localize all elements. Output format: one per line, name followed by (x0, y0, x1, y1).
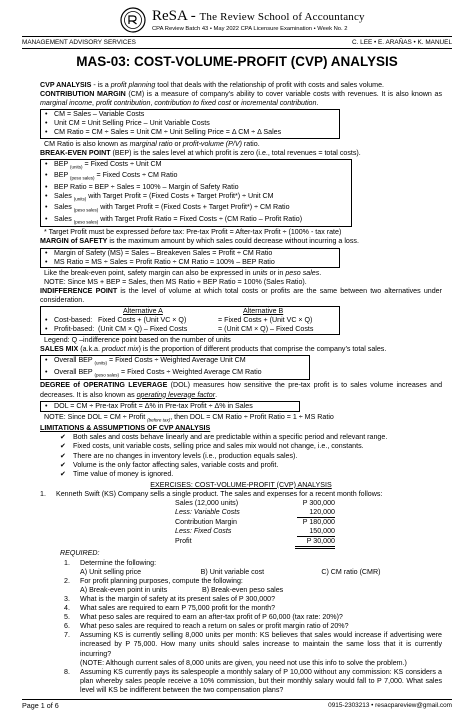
required-part-note: (NOTE: Although current sales of 8,000 units are given, you need not use this info to solve the problem.) (80, 658, 407, 667)
statement-row: Less: Fixed Costs 150,000 (175, 527, 335, 537)
list-item: ✔ Volume is the only factor affecting sales, variable costs and profit. (60, 460, 279, 469)
checkmark-icon: ✔ (60, 433, 66, 442)
list-item: ✔ Fixed costs, unit variable costs, selling price and sales mix would not change, i.e., constants. (60, 442, 364, 451)
page-header (22, 6, 462, 52)
exercises-title: EXERCISES: COST-VOLUME-PROFIT (CVP) ANALYSIS (150, 480, 332, 489)
indifference-legend: Legend: Q –indifference point based on the number of units (44, 336, 231, 345)
required-part: 4. What sales are required to earn P 75,000 profit for the month? (64, 604, 276, 613)
required-part: 1. Determine the following: (64, 558, 157, 567)
checkmark-icon: ✔ (60, 451, 66, 460)
required-part: 7. Assuming KS is currently selling 8,000 units per month: KS believes that sales would increase if advertising were increased by P 75,000. How many units should sales increase to maintain the same loss that it is currently incurring? (64, 631, 442, 658)
sales-mix-definition: SALES MIX (a.k.a. product mix) is the proportion of different products that comprise the company’s total sales. (40, 345, 387, 354)
required-label: REQUIRED: (60, 549, 100, 558)
document-title: MAS-03: COST-VOLUME-PROFIT (CVP) ANALYSIS (76, 54, 398, 69)
required-part: 2. For profit planning purposes, compute the following: (64, 576, 243, 585)
mos-formula-box: • Margin of Safety (MS) = Sales – Breakeven Sales = Profit ÷ CM Ratio • MS Ratio = MS ÷ Sales = Profit Ratio ÷ CM Ratio = 100% – BEP Ratio (40, 248, 340, 268)
exercise-question-1: 1. Kenneth Swift (KS) Company sells a single product. The sales and expenses for a recent month follows: (40, 489, 383, 498)
required-part: 6. What peso sales are required to reach a return on sales or profit margin ratio of 20%? (64, 622, 349, 631)
mos-units-note: Like the break-even point, safety margin can also be expressed in units or in peso sales. (44, 268, 322, 277)
required-part: 5. What peso sales are required to earn an after-tax profit of P 60,000 (tax rate: 20%)? (64, 613, 343, 622)
list-item: ✔ There are no changes in inventory levels (i.e., production equals sales). (60, 451, 298, 460)
contact-info: 0915-2303213 • resacpareview@gmail.com (328, 702, 452, 709)
required-part: 8. Assuming KS currently pays its salespeople a monthly salary of P 10,000 without any commission: KS considers a plan whereby sales people receive a 10% commission, but their monthly salary would fall to P 7,000. What sales level will KS be indifferent between the two compensation plans? (64, 667, 442, 694)
document-body (40, 81, 442, 695)
cm-ratio-note: CM Ratio is also known as marginal ratio or profit-volume (P/V) ratio. (44, 139, 260, 148)
limitations-heading: LIMITATIONS & ASSUMPTIONS OF CVP ANALYSIS (40, 424, 211, 433)
part-1-options: A) Unit selling price B) Unit variable cost C) CM ratio (CMR) (80, 567, 381, 576)
cm-formula-box: • CM = Sales – Variable Costs • Unit CM = Unit Selling Price – Unit Variable Costs • CM Ratio = CM ÷ Sales = Unit CM ÷ Unit Selling Price = Δ CM ÷ Δ Sales (40, 109, 340, 138)
required-parts (40, 559, 442, 695)
authors-label: C. LEE • E. ARAÑAS • K. MANUEL (351, 39, 452, 46)
income-statement (175, 499, 335, 549)
statement-row: Contribution Margin P 180,000 (175, 518, 335, 527)
sales-mix-formula-box: • Overall BEP $_{(units)}$ = Fixed Costs ÷ Weighted Average Unit CM • Overall BEP $_{(peso sales)}$ = Fixed Costs ÷ Weighted Average CM Ratio (40, 355, 310, 380)
target-profit-footnote: * Target Profit must be expressed before tax: Pre-tax Profit = After-tax Profit ÷ (100% - tax rate) (44, 228, 342, 237)
cvp-definition: CVP ANALYSIS - is a profit planning tool that deals with the relationship of profit with costs and sales volume. (40, 81, 384, 89)
list-item: ✔ Both sales and costs behave linearly and are predictable within a specific period and relevant range. (60, 433, 388, 442)
department-label: MANAGEMENT ADVISORY SERVICES (22, 39, 136, 46)
header-divider (22, 36, 452, 37)
resa-logo-icon (120, 7, 146, 33)
dol-definition: DEGREE of OPERATING LEVERAGE (DOL) measures how sensitive the pre-tax profit is to sales volume increases and decreases. It is also known as operating leverage factor. (40, 381, 443, 399)
statement-row: Less: Variable Costs 120,000 (175, 508, 335, 518)
org-name: ReSA - The Review School of Accountancy (152, 8, 365, 24)
dol-note: NOTE: Since DOL = CM ÷ Profit $_{(before tax)}$, then DOL = CM Ratio ÷ Profit Ratio = 1 ÷ MS Ratio (44, 412, 334, 423)
checkmark-icon: ✔ (60, 442, 66, 451)
required-part: 3. What is the margin of safety at its present sales of P 300,000? (64, 594, 276, 603)
checkmark-icon: ✔ (60, 469, 66, 478)
indifference-formula-box: Alternative A Alternative B • Cost-based: Fixed Costs + (Unit VC × Q) = Fixed Costs + (Unit VC × Q) • Profit-based: (Unit CM × Q) – Fixed Costs = (Unit CM × Q) – Fixed Costs (40, 306, 340, 335)
mos-bep-note: NOTE: Since MS + BEP = Sales, then MS Ratio + BEP Ratio = 100% (Sales Ratio). (44, 277, 307, 286)
indifference-definition: INDIFFERENCE POINT is the level of volume at which total costs or profits are the same between two alternatives under consideration. (40, 286, 442, 304)
statement-row: Profit P 30,000 (175, 537, 335, 549)
batch-subline: CPA Review Batch 43 • May 2022 CPA Licensure Examination • Week No. 2 (152, 26, 348, 32)
bep-formula-box: • BEP $_{(units)}$ = Fixed Costs ÷ Unit CM • BEP $_{(peso sales)}$ = Fixed Costs ÷ CM Ratio • BEP Ratio = BEP ÷ Sales = 100% – Margin of Safety Ratio • Sales $_{(units)}$ with Target Profit = (Fixed Costs + Target Profit*) ÷ Unit CM • Sales $_{(peso sales)}$ with Target Profit = (Fixed Costs + Target Profit*) ÷ CM Ratio • Sales $_{(peso sales)}$ with Target Profit Ratio = Fixed Costs ÷ (CM Ratio – Profit Ratio) (40, 159, 352, 228)
bep-definition: BREAK-EVEN POINT (BEP) is the sales level at which profit is zero (i.e., total revenues = total costs). (40, 148, 361, 157)
page-number: Page 1 of 6 (22, 701, 59, 710)
part-2-options: A) Break-even point in units B) Break-even peso sales (80, 585, 284, 594)
checkmark-icon: ✔ (60, 460, 66, 469)
list-item: ✔ Time value of money is ignored. (60, 469, 174, 478)
limitations-list (40, 433, 442, 478)
cm-definition: CONTRIBUTION MARGIN (CM) is a measure of company’s ability to cover variable costs with revenues. It is also known as marginal income, profit contribution, contribution to fixed cost or incremental contribution. (40, 90, 442, 108)
header-divider-bottom (22, 48, 452, 49)
footer-divider (22, 699, 452, 700)
dol-formula-box: • DOL = CM ÷ Pre-tax Profit = Δ% in Pre-tax Profit ÷ Δ% in Sales (40, 401, 300, 412)
statement-row: Sales (12,000 units) P 300,000 (175, 499, 335, 507)
mos-definition: MARGIN of SAFETY is the maximum amount by which sales could decrease without incurring a loss. (40, 237, 359, 246)
